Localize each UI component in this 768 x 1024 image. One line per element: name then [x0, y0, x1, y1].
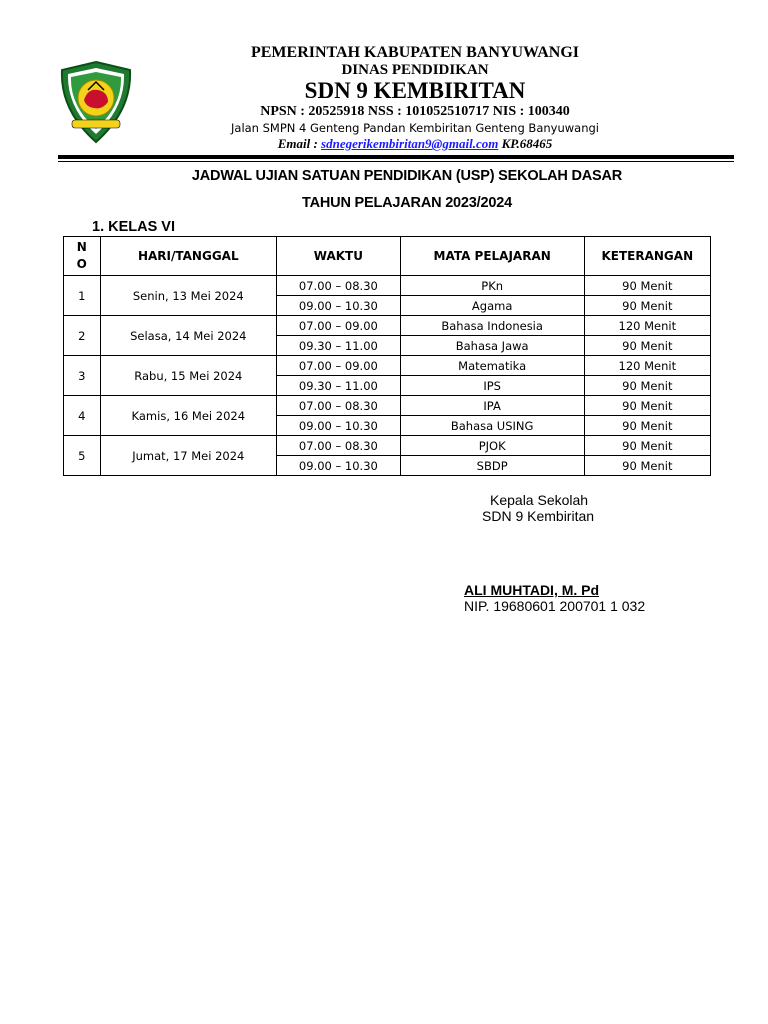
header-day: HARI/TANGGAL [100, 237, 277, 276]
header-time: WAKTU [277, 237, 401, 276]
row-date: Senin, 13 Mei 2024 [100, 276, 277, 316]
header-no-bottom: O [76, 257, 87, 271]
row-note: 90 Menit [584, 396, 710, 416]
row-subject: IPA [400, 396, 584, 416]
signatory-role: Kepala Sekolah [490, 492, 589, 508]
row-subject: Bahasa Jawa [400, 336, 584, 356]
postcode: KP.68465 [498, 136, 553, 151]
row-note: 90 Menit [584, 416, 710, 436]
signatory-school: SDN 9 Kembiritan [482, 508, 595, 524]
row-time: 09.30 – 11.00 [277, 336, 401, 356]
document-subtitle: TAHUN PELAJARAN 2023/2024 [302, 195, 512, 211]
signatory-name: ALI MUHTADI, M. Pd [464, 582, 600, 598]
row-time: 09.00 – 10.30 [277, 296, 401, 316]
row-no: 4 [64, 396, 101, 436]
row-date: Kamis, 16 Mei 2024 [100, 396, 277, 436]
row-date: Selasa, 14 Mei 2024 [100, 316, 277, 356]
row-subject: PJOK [400, 436, 584, 456]
row-time: 07.00 – 08.30 [277, 276, 401, 296]
header-no [64, 237, 101, 276]
department-heading: DINAS PENDIDIKAN [341, 62, 489, 78]
row-time: 09.00 – 10.30 [277, 416, 401, 436]
row-subject: Bahasa Indonesia [400, 316, 584, 336]
table-row [64, 396, 711, 416]
school-name: SDN 9 KEMBIRITAN [304, 78, 526, 103]
row-no: 1 [64, 276, 101, 316]
header-no-top: N [76, 240, 87, 254]
header-subject: MATA PELAJARAN [400, 237, 584, 276]
signatory-nip: NIP. 19680601 200701 1 032 [464, 598, 646, 614]
table-header-row [64, 237, 711, 276]
regency-emblem-logo [58, 60, 134, 144]
header-note: KETERANGAN [584, 237, 710, 276]
email-label: Email : [277, 136, 322, 151]
table-row [64, 356, 711, 376]
row-note: 90 Menit [584, 276, 710, 296]
exam-schedule-table [63, 236, 711, 476]
row-note: 90 Menit [584, 296, 710, 316]
row-note: 120 Menit [584, 356, 710, 376]
row-time: 07.00 – 09.00 [277, 356, 401, 376]
row-subject: SBDP [400, 456, 584, 476]
document-title: JADWAL UJIAN SATUAN PENDIDIKAN (USP) SEKOLAH DASAR [191, 168, 623, 184]
row-date: Jumat, 17 Mei 2024 [100, 436, 277, 476]
row-subject: Agama [400, 296, 584, 316]
row-subject: PKn [400, 276, 584, 296]
letterhead-divider-thin [58, 161, 734, 162]
row-time: 09.00 – 10.30 [277, 456, 401, 476]
table-row [64, 436, 711, 456]
row-no: 2 [64, 316, 101, 356]
school-ids: NPSN : 20525918 NSS : 101052510717 NIS : 100340 [260, 104, 570, 119]
row-time: 07.00 – 09.00 [277, 316, 401, 336]
row-time: 07.00 – 08.30 [277, 396, 401, 416]
table-row [64, 276, 711, 296]
row-note: 90 Menit [584, 456, 710, 476]
section-heading: 1. KELAS VI [92, 219, 175, 235]
row-note: 90 Menit [584, 376, 710, 396]
row-no: 3 [64, 356, 101, 396]
row-note: 120 Menit [584, 316, 710, 336]
row-date: Rabu, 15 Mei 2024 [100, 356, 277, 396]
school-address: Jalan SMPN 4 Genteng Pandan Kembiritan Genteng Banyuwangi [231, 121, 599, 135]
letterhead-divider-thick [58, 155, 734, 159]
government-heading: PEMERINTAH KABUPATEN BANYUWANGI [250, 44, 579, 61]
row-time: 09.30 – 11.00 [277, 376, 401, 396]
row-subject: IPS [400, 376, 584, 396]
row-no: 5 [64, 436, 101, 476]
row-time: 07.00 – 08.30 [277, 436, 401, 456]
row-subject: Matematika [400, 356, 584, 376]
contact-line [170, 136, 660, 152]
row-note: 90 Menit [584, 336, 710, 356]
table-row [64, 316, 711, 336]
email-link[interactable]: sdnegerikembiritan9@gmail.com [321, 136, 499, 151]
row-subject: Bahasa USING [400, 416, 584, 436]
row-note: 90 Menit [584, 436, 710, 456]
